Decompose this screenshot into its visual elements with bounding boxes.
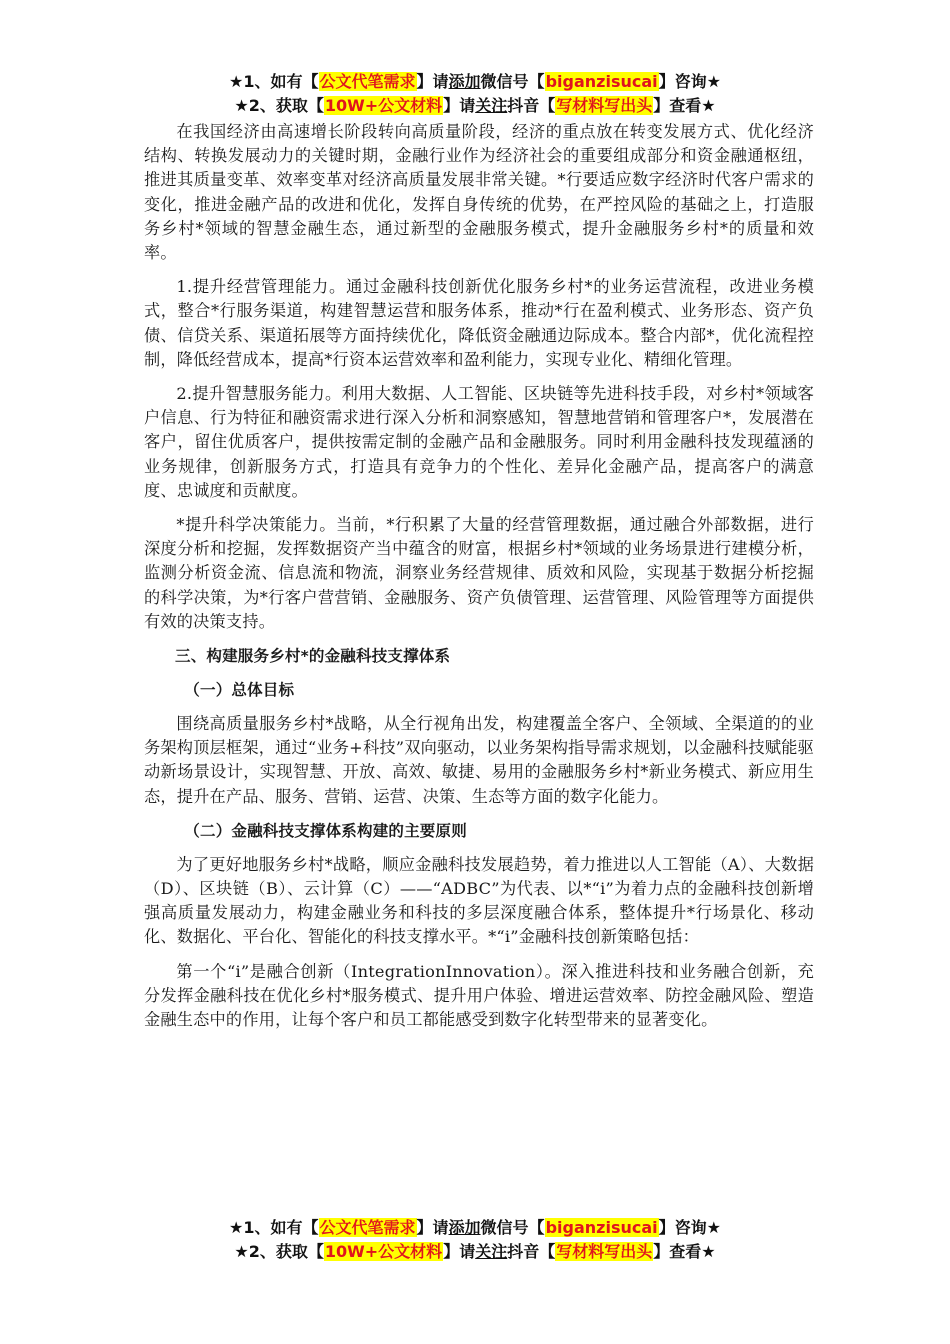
- top-banner: [0, 70, 950, 118]
- banner-emphasis: 关注: [475, 1242, 508, 1261]
- banner-text: 】查看★: [653, 1242, 716, 1261]
- banner-douyin-id: 写材料写出头: [556, 1242, 653, 1261]
- banner-highlight: 公文代笔需求: [319, 72, 416, 91]
- banner-wechat-id: biganzisucai: [545, 1218, 658, 1237]
- banner-emphasis: 关注: [475, 96, 508, 115]
- paragraph-goal: 围绕高质量服务乡村*战略，从全行视角出发，构建覆盖全客户、全领域、全渠道的的业务架构顶层框架，通过“业务+科技”双向驱动，以业务架构指导需求规划，以金融科技赋能驱动新场景设计，实现智慧、开放、高效、敏捷、易用的金融服务乡村*新业务模式、新应用生态，提升在产品、服务、营销、运营、决策、生态等方面的数字化能力。: [144, 714, 814, 806]
- paragraph-principles: 为了更好地服务乡村*战略，顺应金融科技发展趋势，着力推进以人工智能（A）、大数据（D）、区块链（B）、云计算（C）——“ADBC”为代表、以*“i”为着力点的金融科技创新增强高质量发展动力，构建金融业务和科技的多层深度融合体系，整体提升*行场景化、移动化、数据化、平台化、智能化的科技支撑水平。*“i”金融科技创新策略包括：: [144, 854, 814, 947]
- banner-text: 微信号【: [480, 72, 545, 91]
- banner-text: 】请: [416, 72, 449, 91]
- banner-text: 抖音【: [507, 1242, 556, 1261]
- banner-highlight: 10W+公文材料: [324, 1242, 443, 1261]
- paragraph-integration: 第一个“i”是融合创新（IntegrationInnovation）。深入推进科技和业务融合创新，充分发挥金融科技在优化乡村*服务模式、提升用户体验、增进运营效率、防控金融风险、塑造金融生态中的作用，让每个客户和员工都能感受到数字化转型带来的显著变化。: [144, 961, 814, 1030]
- banner-text: ★1、如有【: [229, 72, 319, 91]
- paragraph-decision: *提升科学决策能力。当前，*行积累了大量的经营管理数据，通过融合外部数据，进行深度分析和挖掘，发挥数据资产当中蕴含的财富，根据乡村*领域的业务场景进行建模分析，监测分析资金流、信息流和物流，洞察业务经营规律、质效和风险，实现基于数据分析挖掘的科学决策，为*行客户营营销、金融服务、资产负债管理、运营管理、风险管理等方面提供有效的决策支持。: [144, 515, 814, 631]
- banner-line-2: [0, 1240, 950, 1264]
- banner-text: 】咨询★: [658, 1218, 721, 1237]
- section-heading: 三、构建服务乡村*的金融科技支撑体系: [175, 647, 451, 666]
- banner-text: 】请: [443, 96, 476, 115]
- bottom-banner: [0, 1216, 950, 1264]
- banner-emphasis: 添加: [448, 1218, 481, 1237]
- banner-text: 】请: [416, 1218, 449, 1237]
- subsection-heading-goal: （一）总体目标: [184, 681, 295, 700]
- paragraph-smart-service: 2.提升智慧服务能力。利用大数据、人工智能、区块链等先进科技手段，对乡村*领域客户信息、行为特征和融资需求进行深入分析和洞察感知，智慧地营销和管理客户*，发展潜在客户，留住优质客户，提供按需定制的金融产品和金融服务。同时利用金融科技发现蕴涵的业务规律，创新服务方式，打造具有竞争力的个性化、差异化金融产品，提高客户的满意度、忠诚度和贡献度。: [144, 384, 814, 500]
- banner-text: 抖音【: [507, 96, 556, 115]
- banner-text: 】咨询★: [658, 72, 721, 91]
- banner-text: ★1、如有【: [229, 1218, 319, 1237]
- subsection-heading-principles: （二）金融科技支撑体系构建的主要原则: [184, 821, 467, 840]
- banner-wechat-id: biganzisucai: [545, 72, 658, 91]
- document-body: [144, 120, 814, 1042]
- banner-text: 微信号【: [480, 1218, 545, 1237]
- banner-line-1: [0, 70, 950, 94]
- paragraph-management: 1.提升经营管理能力。通过金融科技创新优化服务乡村*的业务运营流程，改进业务模式，整合*行服务渠道，构建智慧运营和服务体系，推动*行在盈利模式、业务形态、资产负债、信贷关系、渠道拓展等方面持续优化，降低资金融通边际成本。整合内部*，优化流程控制，降低经营成本，提高*行资本运营效率和盈利能力，实现专业化、精细化管理。: [144, 277, 814, 369]
- banner-text: ★2、获取【: [234, 96, 324, 115]
- banner-douyin-id: 写材料写出头: [556, 96, 653, 115]
- banner-line-2: [0, 94, 950, 118]
- banner-emphasis: 添加: [448, 72, 481, 91]
- banner-text: ★2、获取【: [234, 1242, 324, 1261]
- banner-highlight: 公文代笔需求: [319, 1218, 416, 1237]
- paragraph-intro: 在我国经济由高速增长阶段转向高质量阶段，经济的重点放在转变发展方式、优化经济结构、转换发展动力的关键时期，金融行业作为经济社会的重要组成部分和资金融通枢纽，推进其质量变革、效率变革对经济高质量发展非常关键。*行要适应数字经济时代客户需求的变化，推进金融产品的改进和优化，发挥自身传统的优势，在严控风险的基础之上，打造服务乡村*领域的智慧金融生态，通过新型的金融服务模式，提升金融服务乡村*的质量和效率。: [144, 122, 814, 263]
- banner-text: 】请: [443, 1242, 476, 1261]
- banner-highlight: 10W+公文材料: [324, 96, 443, 115]
- banner-line-1: [0, 1216, 950, 1240]
- banner-text: 】查看★: [653, 96, 716, 115]
